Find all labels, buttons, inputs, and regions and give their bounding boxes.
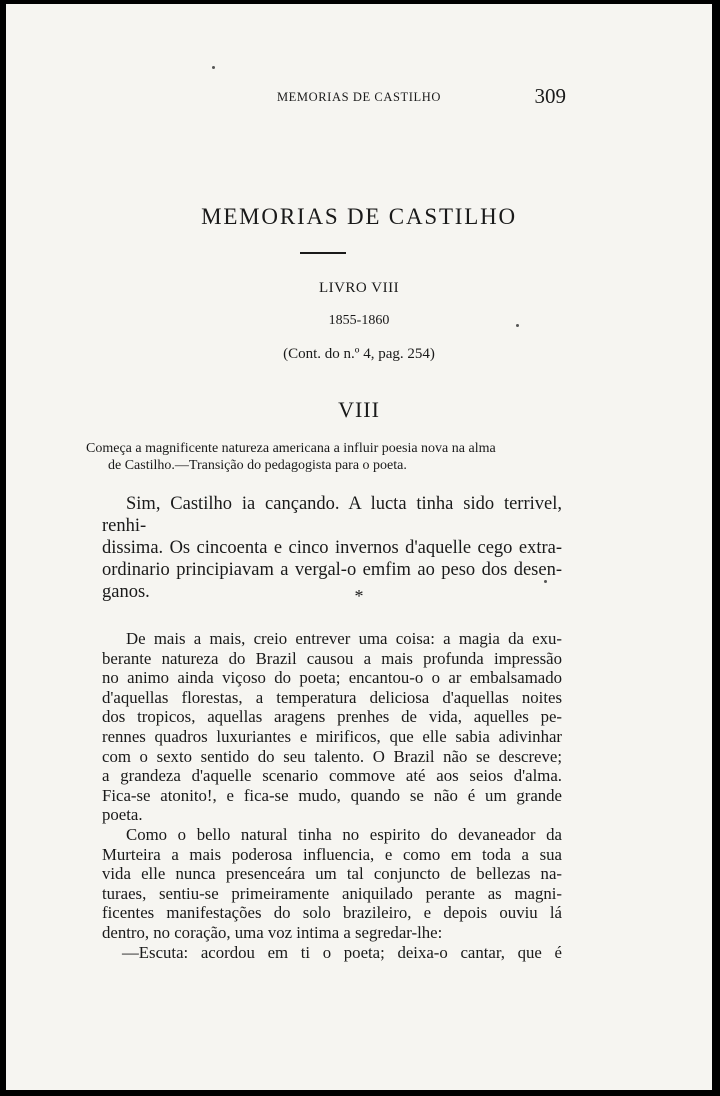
text-line: no animo ainda viçoso do poeta; encantou-o o ar embalsamado: [102, 668, 562, 688]
years-label: 1855-1860: [328, 313, 390, 328]
page-number: 309: [534, 84, 566, 108]
text-line: ordinario principiavam a vergal-o emfim ao peso dos desen-: [102, 560, 562, 580]
body-text: [102, 629, 562, 962]
running-head: MEMORIAS DE CASTILHO: [276, 90, 442, 104]
text-line: turaes, sentiu-se primeiramente aniquilado perante as magni-: [102, 883, 562, 903]
chapter-summary: [86, 440, 566, 474]
text-line: ficentes manifestações do solo brazileiro, e depois ouviu lá: [102, 903, 562, 923]
text-line: Murteira a mais poderosa influencia, e como em toda a sua: [102, 844, 562, 864]
text-line: dentro, no coração, uma voz intima a segredar-lhe:: [102, 922, 443, 942]
text-line: —Escuta: acordou em ti o poeta; deixa-o cantar, que é: [122, 942, 562, 962]
text-line: com o sexto sentido do seu talento. O Brazil não se descreve;: [102, 746, 562, 766]
book-label: LIVRO VIII: [318, 280, 400, 296]
text-line: poeta.: [102, 805, 143, 825]
summary-line: de Castilho.—Transição do pedagogista para o poeta.: [108, 458, 407, 473]
text-line: De mais a mais, creio entrever uma coisa: a magia da exu-: [126, 629, 562, 648]
book-page: [6, 4, 712, 1090]
chapter-number: VIII: [338, 397, 380, 422]
text-line: berante natureza do Brazil causou a mais profunda impressão: [102, 648, 562, 668]
paragraph-3: [102, 825, 562, 962]
paper-speck: [212, 66, 215, 69]
paper-speck: [544, 580, 547, 583]
section-separator: *: [354, 586, 364, 606]
paper-speck: [516, 324, 519, 327]
summary-line: Começa a magnificente natureza americana a influir poesia nova na alma: [86, 441, 496, 456]
paragraph-2: [102, 629, 562, 825]
text-line: ganos.: [102, 582, 150, 602]
text-line: vida elle nunca presenceára um tal conjuncto de bellezas na-: [102, 864, 562, 884]
article-title: MEMORIAS DE CASTILHO: [201, 204, 517, 229]
title-rule: [300, 252, 346, 254]
text-line: rennes quadros luxuriantes e mirificos, que elle sabia adivinhar: [102, 726, 562, 746]
text-line: Fica-se atonito!, e fica-se mudo, quando se não é um grande: [102, 785, 562, 805]
text-line: d'aquellas florestas, a temperatura deliciosa d'aquellas noites: [102, 687, 562, 707]
text-line: a grandeza d'aquelle scenario commove até aos seios d'alma.: [102, 766, 562, 786]
text-line: dos tropicos, aquellas aragens prenhes de vida, aquelles pe-: [102, 707, 562, 727]
continuation-note: (Cont. do n.º 4, pag. 254): [283, 346, 435, 362]
text-line: dissima. Os cincoenta e cinco invernos d'aquelle cego extra-: [102, 538, 562, 558]
text-line: Como o bello natural tinha no espirito do devaneador da: [126, 824, 562, 844]
text-line: Sim, Castilho ia cançando. A lucta tinha sido terrivel, renhi-: [102, 494, 562, 536]
